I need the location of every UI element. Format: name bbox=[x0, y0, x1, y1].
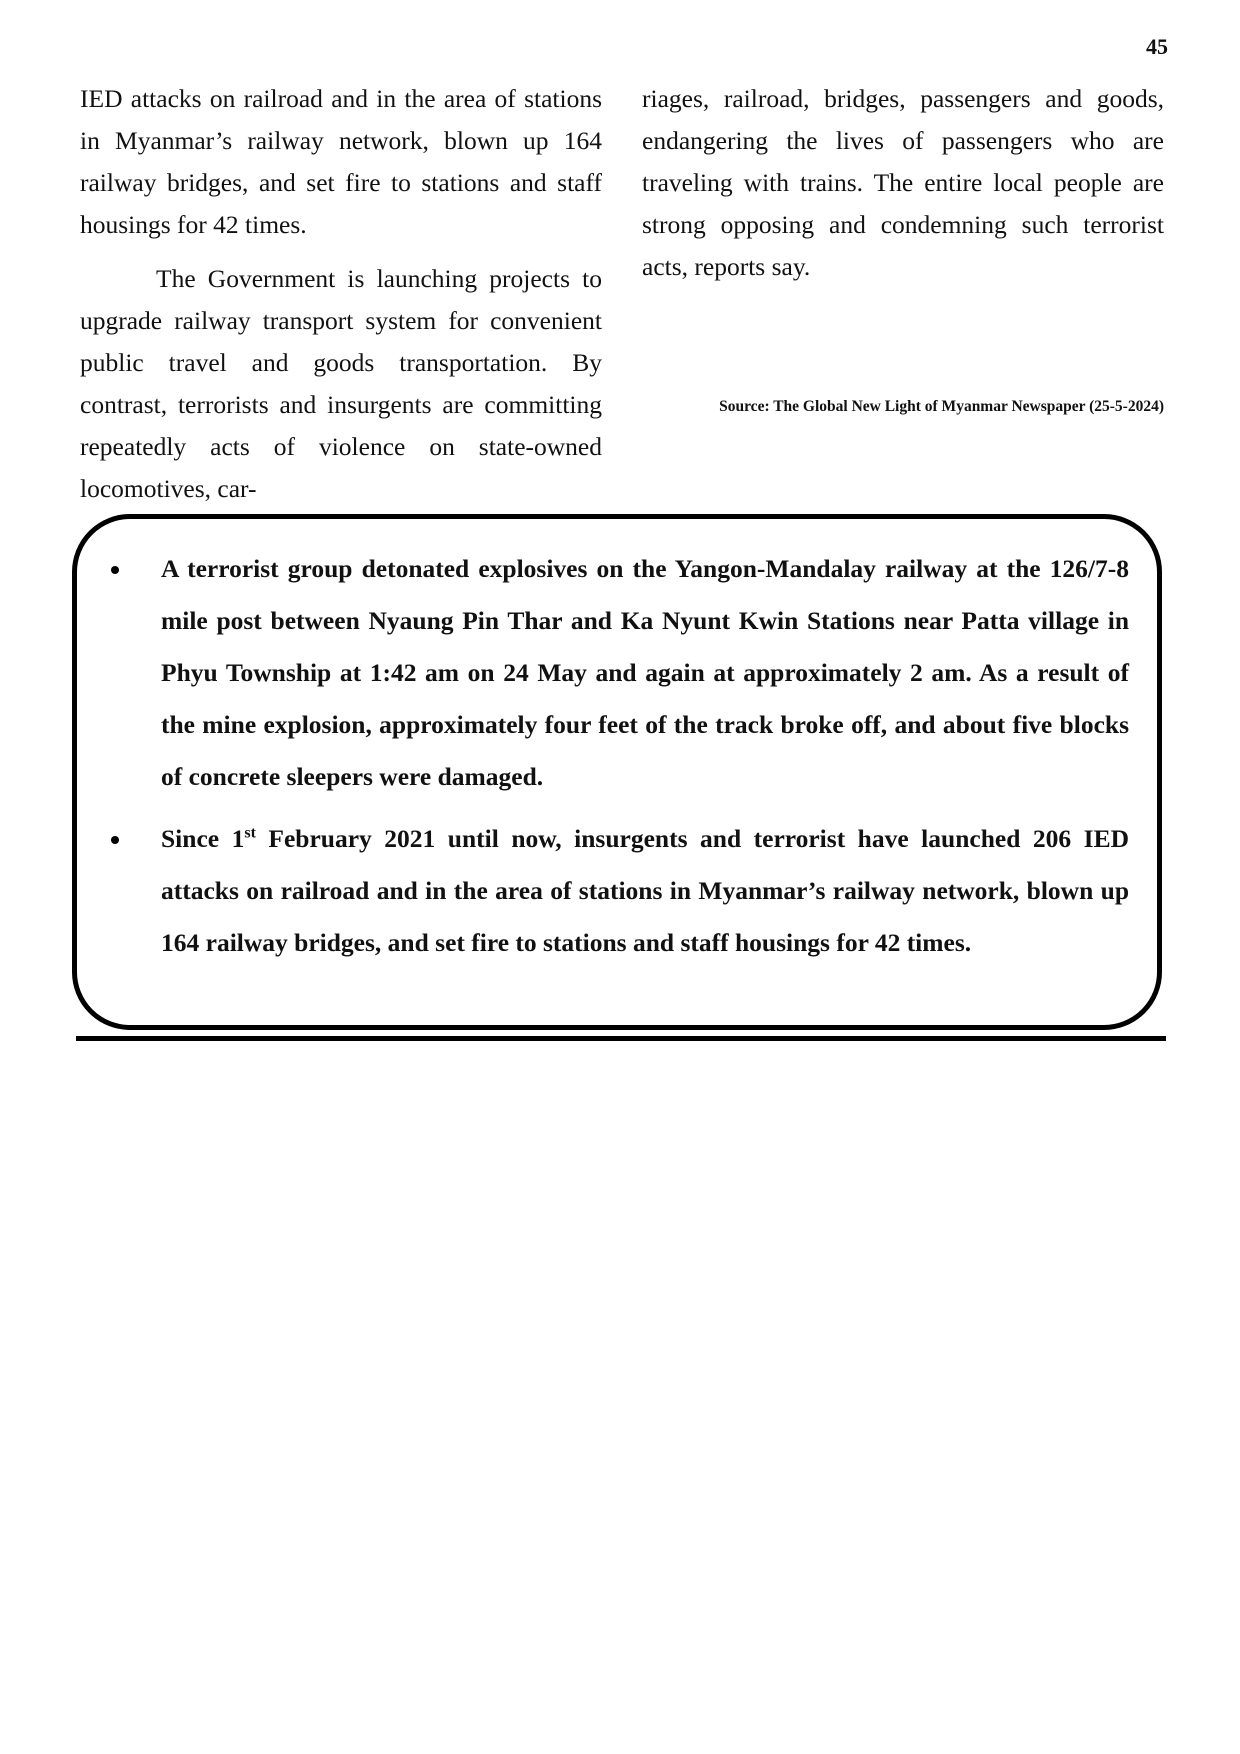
page-number: 45 bbox=[1146, 34, 1168, 59]
article-paragraph-2-text-a: The Government is launching projects to upgrade railway transport system for convenient public travel and goods transportation. By contrast, terrorists and insurgents are committing repeatedly acts of violence on state-owned locomotives, car- bbox=[80, 264, 602, 503]
bullet-dot-icon bbox=[111, 836, 119, 844]
article-paragraph-2-part-2 bbox=[642, 78, 1164, 288]
article-paragraph-2-text-b: riages, railroad, bridges, passengers and goods, endangering the lives of passengers who are traveling with trains. The entire local people are strong opposing and condemning such terrorist acts, reports say. bbox=[642, 84, 1164, 281]
highlight-bullet-1-text: A terrorist group detonated explosives on the Yangon-Mandalay railway at the 126/7-8 mile post between Nyaung Pin Thar and Ka Nyunt Kwin Stations near Patta village in Phyu Township at 1:42 am on 24 May and again at approximately 2 am. As a result of the mine explosion, approximately four feet of the track broke off, and about five blocks of concrete sleepers were damaged. bbox=[161, 554, 1129, 791]
article-column-right bbox=[642, 78, 1164, 288]
highlight-bullet-2-after: February 2021 until now, insurgents and terrorist have launched 206 IED attacks on railroad and in the area of stations in Myanmar’s railway network, blown up 164 railway bridges, and set fire to stations and staff housings for 42 times. bbox=[161, 824, 1129, 957]
bullet-dot-icon bbox=[111, 566, 119, 574]
highlight-bullet-1 bbox=[105, 543, 1129, 803]
highlight-bullet-2-superscript: st bbox=[244, 824, 256, 842]
highlight-box bbox=[72, 514, 1162, 1030]
article-column-left bbox=[80, 78, 602, 510]
highlight-bullet-2 bbox=[105, 813, 1129, 969]
highlight-bullet-list bbox=[105, 543, 1129, 969]
highlight-bullet-2-before: Since 1 bbox=[161, 824, 245, 853]
article-paragraph-2-part-1 bbox=[80, 258, 602, 510]
source-citation: Source: The Global New Light of Myanmar Newspaper (25-5-2024) bbox=[719, 398, 1164, 415]
article-paragraph-1: IED attacks on railroad and in the area of stations in Myanmar’s railway network, blown up 164 railway bridges, and set fire to stations and staff housings for 42 times. bbox=[80, 84, 602, 239]
bottom-rule bbox=[76, 1036, 1166, 1041]
